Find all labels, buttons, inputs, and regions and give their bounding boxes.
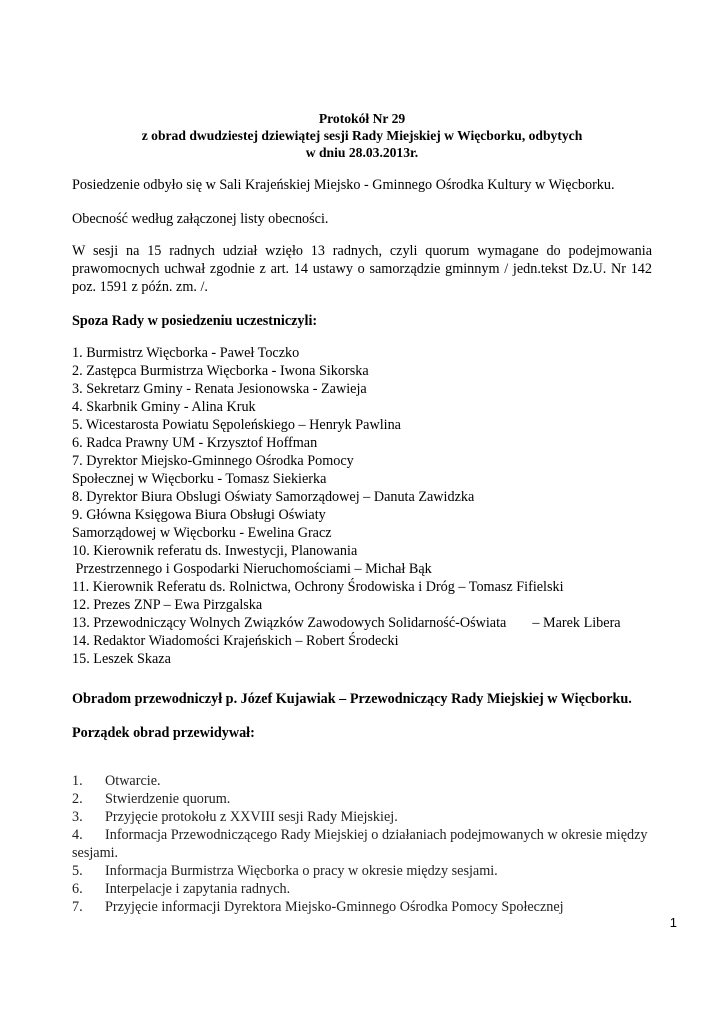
list-item: 7. Dyrektor Miejsko-Gminnego Ośrodka Pomocy <box>72 453 354 469</box>
agenda-item <box>72 790 692 808</box>
list-item: 4. Skarbnik Gminy - Alina Kruk <box>72 399 256 415</box>
agenda-item-text: Przyjęcie informacji Dyrektora Miejsko-Gminnego Ośrodka Pomocy Społecznej <box>105 899 564 915</box>
agenda-item-number: 3. <box>72 809 83 825</box>
agenda-item-text: Interpelacje i zapytania radnych. <box>105 881 291 897</box>
list-item: 11. Kierownik Referatu ds. Rolnictwa, Ochrony Środowiska i Dróg – Tomasz Fifielski <box>72 579 564 595</box>
agenda-item <box>72 898 692 916</box>
agenda-item-number: 6. <box>72 881 83 897</box>
list-item-text: 13. Przewodniczący Wolnych Związków Zawodowych Solidarność-Oświata <box>72 615 507 631</box>
agenda-item-number: 1. <box>72 773 83 789</box>
list-item: 14. Redaktor Wiadomości Krajeńskich – Robert Środecki <box>72 633 399 649</box>
list-item: 10. Kierownik referatu ds. Inwestycji, Planowania <box>72 543 358 559</box>
guests-heading: Spoza Rady w posiedzeniu uczestniczyli: <box>72 313 318 329</box>
agenda-item-number: 2. <box>72 791 83 807</box>
agenda-list <box>72 772 692 916</box>
guests-list <box>72 344 652 668</box>
agenda-item <box>72 826 667 862</box>
list-item: 2. Zastępca Burmistrza Więcborka - Iwona Sikorska <box>72 363 369 379</box>
agenda-item-number: 5. <box>72 863 83 879</box>
agenda-item-text: Otwarcie. <box>105 773 161 789</box>
title-line-3: w dniu 28.03.2013r. <box>305 145 419 160</box>
page-number: 1 <box>669 915 677 930</box>
list-item: 5. Wicestarosta Powiatu Sępoleńskiego – Henryk Pawlina <box>72 417 401 433</box>
attendance-paragraph: Obecność według załączonej listy obecności. <box>72 211 329 227</box>
list-item: 9. Główna Księgowa Biura Obsługi Oświaty <box>72 507 326 523</box>
agenda-item <box>72 772 692 790</box>
agenda-item <box>72 862 692 880</box>
venue-paragraph: Posiedzenie odbyło się w Sali Krajeńskiej Miejsko - Gminnego Ośrodka Kultury w Więcborku. <box>72 177 615 193</box>
list-item: 1. Burmistrz Więcborka - Paweł Toczko <box>72 345 300 361</box>
agenda-item-number: 4. <box>72 827 83 843</box>
chair-statement: Obradom przewodniczył p. Józef Kujawiak – Przewodniczący Rady Miejskiej w Więcborku. <box>72 691 632 707</box>
list-item: Społecznej w Więcborku - Tomasz Siekierka <box>72 471 327 487</box>
list-item: 15. Leszek Skaza <box>72 651 171 667</box>
title-line-1: Protokół Nr 29 <box>318 111 406 126</box>
list-item <box>72 614 652 632</box>
agenda-item-number: 7. <box>72 899 83 915</box>
list-item: 8. Dyrektor Biura Obslugi Oświaty Samorządowej – Danuta Zawidzka <box>72 489 475 505</box>
agenda-item-text: Informacja Przewodniczącego Rady Miejskiej o działaniach podejmowanych w okresie między sesjami. <box>72 827 648 861</box>
list-item: Samorządowej w Więcborku - Ewelina Gracz <box>72 525 332 541</box>
title-line-2: z obrad dwudziestej dziewiątej sesji Rady Miejskiej w Więcborku, odbytych <box>141 128 583 143</box>
list-item: 6. Radca Prawny UM - Krzysztof Hoffman <box>72 435 318 451</box>
document-title <box>72 110 652 161</box>
agenda-item-text: Informacja Burmistrza Więcborka o pracy w okresie między sesjami. <box>105 863 498 879</box>
agenda-item-text: Stwierdzenie quorum. <box>105 791 231 807</box>
list-item-tail: – Marek Libera <box>532 615 621 631</box>
agenda-item <box>72 880 692 898</box>
quorum-paragraph: W sesji na 15 radnych udział wzięło 13 radnych, czyli quorum wymagane do podejmowania prawomocnych uchwał zgodnie z art. 14 ustawy o samorządzie gminnym / jedn.tekst Dz.U. Nr 142 poz. 1591 z późn. zm. /. <box>72 243 652 295</box>
list-item: Przestrzennego i Gospodarki Nieruchomościami – Michał Bąk <box>72 561 432 577</box>
list-item: 3. Sekretarz Gminy - Renata Jesionowska - Zawieja <box>72 381 367 397</box>
agenda-item <box>72 808 692 826</box>
agenda-heading: Porządek obrad przewidywał: <box>72 725 255 741</box>
agenda-item-text: Przyjęcie protokołu z XXVIII sesji Rady Miejskiej. <box>105 809 398 825</box>
list-item: 12. Prezes ZNP – Ewa Pirzgalska <box>72 597 263 613</box>
